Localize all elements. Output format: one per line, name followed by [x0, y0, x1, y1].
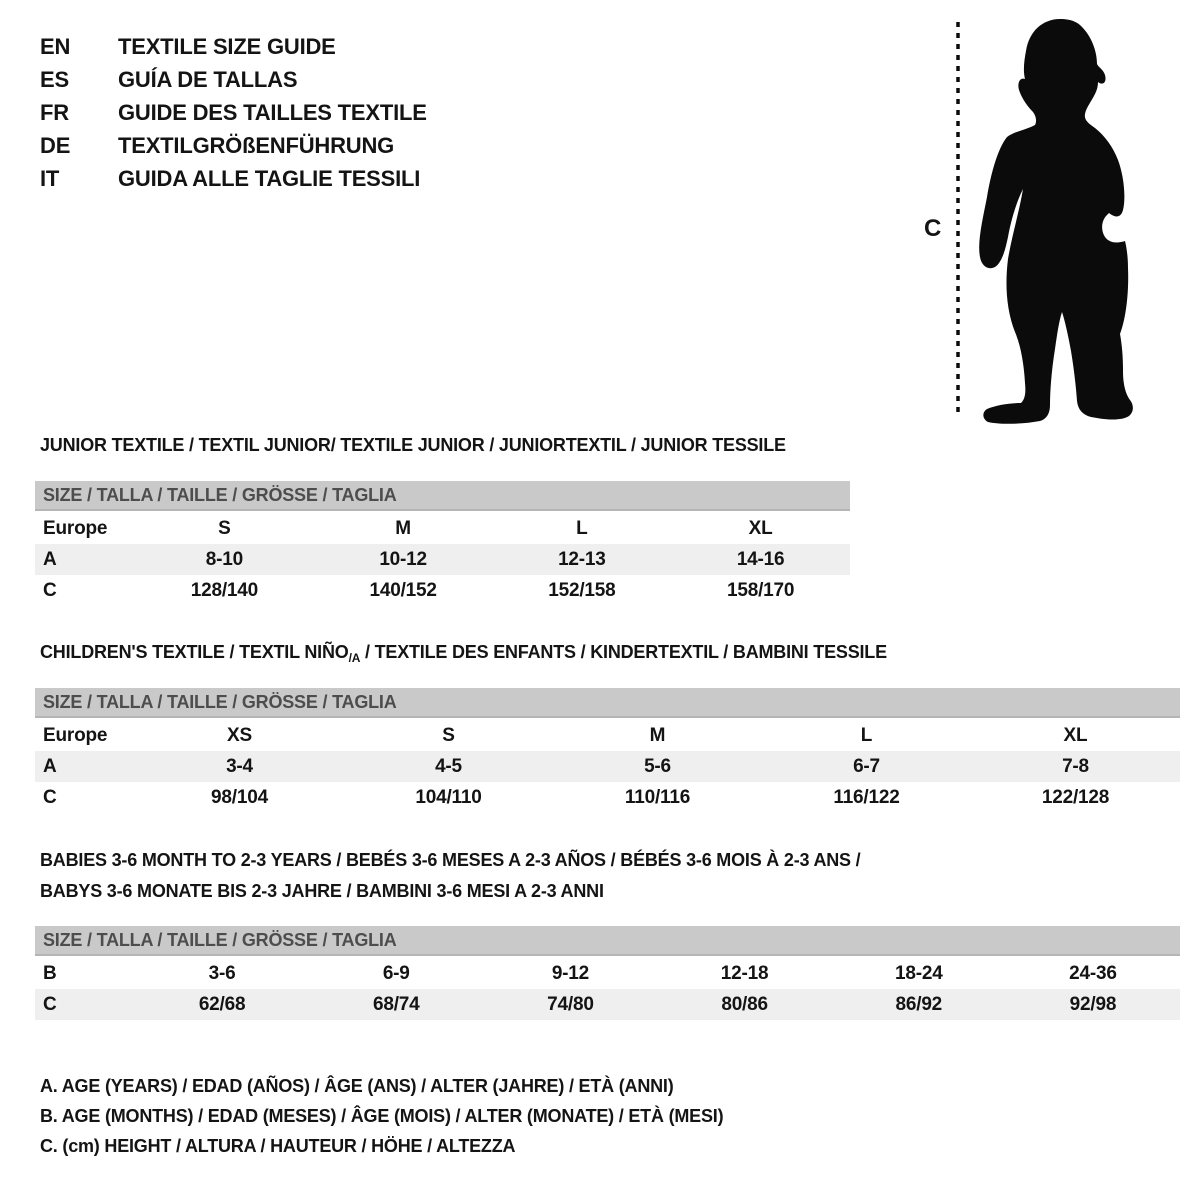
table-row-height — [35, 782, 1180, 813]
table-row-europe — [35, 720, 1180, 751]
table-cell: 12-13 — [558, 548, 606, 570]
babies-title-line1: BABIES 3-6 MONTH TO 2-3 YEARS / BEBÉS 3-6 MESES A 2-3 AÑOS / BÉBÉS 3-6 MOIS À 2-3 ANS / — [40, 850, 861, 870]
table-cell: 158/170 — [726, 579, 795, 601]
lang-label: GUIDA ALLE TAGLIE TESSILI — [118, 165, 421, 191]
babies-section-title — [40, 845, 860, 907]
table-row-age — [35, 544, 850, 575]
junior-size-table — [35, 481, 850, 606]
row-label: A — [43, 548, 57, 570]
babies-size-table — [35, 926, 1180, 1020]
table-cell: 98/104 — [211, 786, 268, 808]
table-cell: 24-36 — [1069, 962, 1117, 984]
legend-line-b: B. AGE (MONTHS) / EDAD (MESES) / ÂGE (MOIS) / ALTER (MONATE) / ETÀ (MESI) — [40, 1106, 724, 1126]
table-cell: 6-7 — [853, 755, 880, 777]
table-cell: L — [576, 517, 588, 539]
row-label: B — [43, 962, 57, 984]
size-header-bar: SIZE / TALLA / TAILLE / GRÖSSE / TAGLIA — [35, 926, 1180, 956]
size-header-bar: SIZE / TALLA / TAILLE / GRÖSSE / TAGLIA — [35, 688, 1180, 718]
lang-row-de — [40, 129, 427, 162]
table-cell: 7-8 — [1062, 755, 1089, 777]
row-label: C — [43, 579, 57, 601]
children-size-table — [35, 688, 1180, 813]
table-cell: 116/122 — [833, 786, 900, 808]
lang-code: DE — [40, 132, 71, 158]
row-label: C — [43, 786, 57, 808]
table-cell: 6-9 — [382, 962, 410, 984]
row-label: C — [43, 993, 57, 1015]
lang-row-es — [40, 63, 427, 96]
table-row-europe — [35, 513, 850, 544]
junior-section-title: JUNIOR TEXTILE / TEXTIL JUNIOR/ TEXTILE JUNIOR / JUNIORTEXTIL / JUNIOR TESSILE — [40, 435, 786, 455]
table-cell: 12-18 — [720, 962, 769, 984]
lang-label: GUIDE DES TAILLES TEXTILE — [118, 99, 427, 125]
lang-code: ES — [40, 66, 69, 92]
table-cell: M — [649, 724, 666, 746]
table-cell: XS — [227, 724, 252, 746]
table-row-height — [35, 989, 1180, 1020]
children-title-rest: / TEXTILE DES ENFANTS / KINDERTEXTIL / BAMBINI TESSILE — [360, 642, 887, 662]
size-header-bar: SIZE / TALLA / TAILLE / GRÖSSE / TAGLIA — [35, 481, 850, 511]
lang-row-fr — [40, 96, 427, 129]
lang-label: TEXTILGRÖßENFÜHRUNG — [118, 132, 395, 158]
table-cell: 122/128 — [1041, 786, 1110, 808]
table-cell: 18-24 — [894, 962, 943, 984]
children-title-sub: /A — [348, 651, 361, 665]
row-label: Europe — [43, 517, 108, 539]
lang-code: EN — [40, 33, 71, 59]
lang-code: IT — [40, 165, 60, 191]
lang-label: GUÍA DE TALLAS — [118, 66, 298, 92]
measurement-legend — [40, 1071, 723, 1161]
table-cell: 4-5 — [435, 755, 462, 777]
row-label: A — [43, 755, 57, 777]
table-cell: 3-4 — [226, 755, 253, 777]
legend-line-a: A. AGE (YEARS) / EDAD (AÑOS) / ÂGE (ANS) / ALTER (JAHRE) / ETÀ (ANNI) — [40, 1076, 674, 1096]
table-cell: 128/140 — [190, 579, 259, 601]
table-cell: 62/68 — [198, 993, 246, 1015]
legend-line-c: C. (cm) HEIGHT / ALTURA / HAUTEUR / HÖHE / ALTEZZA — [40, 1136, 516, 1156]
table-cell: 10-12 — [379, 548, 427, 570]
table-cell: 92/98 — [1069, 993, 1117, 1015]
table-cell: 14-16 — [736, 548, 785, 570]
height-measure-label: C — [924, 215, 942, 242]
table-cell: 110/116 — [624, 786, 691, 808]
table-cell: 3-6 — [208, 962, 236, 984]
table-cell: 68/74 — [372, 993, 420, 1015]
table-cell: 80/86 — [721, 993, 768, 1015]
table-row-months — [35, 958, 1180, 989]
table-cell: 9-12 — [551, 962, 590, 984]
table-cell: S — [442, 724, 455, 746]
table-cell: 74/80 — [547, 993, 594, 1015]
table-cell: 140/152 — [369, 579, 437, 601]
children-title-main: CHILDREN'S TEXTILE / TEXTIL NIÑO — [40, 642, 349, 662]
language-guide — [40, 30, 427, 195]
table-cell: 5-6 — [644, 755, 671, 777]
children-section-title — [40, 642, 887, 665]
table-cell: 104/110 — [415, 786, 482, 808]
table-cell: L — [860, 724, 873, 746]
lang-label: TEXTILE SIZE GUIDE — [118, 33, 336, 59]
table-row-age — [35, 751, 1180, 782]
table-cell: 152/158 — [548, 579, 616, 601]
toddler-silhouette-icon — [979, 19, 1133, 424]
table-row-height — [35, 575, 850, 606]
table-cell: XL — [1063, 724, 1088, 746]
table-cell: S — [218, 517, 231, 539]
table-cell: 8-10 — [205, 548, 243, 570]
table-cell: M — [395, 517, 411, 539]
table-cell: 86/92 — [895, 993, 943, 1015]
lang-code: FR — [40, 99, 69, 125]
toddler-figure — [900, 12, 1150, 428]
babies-title-line2: BABYS 3-6 MONATE BIS 2-3 JAHRE / BAMBINI 3-6 MESI A 2-3 ANNI — [40, 881, 604, 901]
lang-row-it — [40, 162, 427, 195]
row-label: Europe — [43, 724, 108, 746]
table-cell: XL — [748, 517, 773, 539]
lang-row-en — [40, 30, 427, 63]
